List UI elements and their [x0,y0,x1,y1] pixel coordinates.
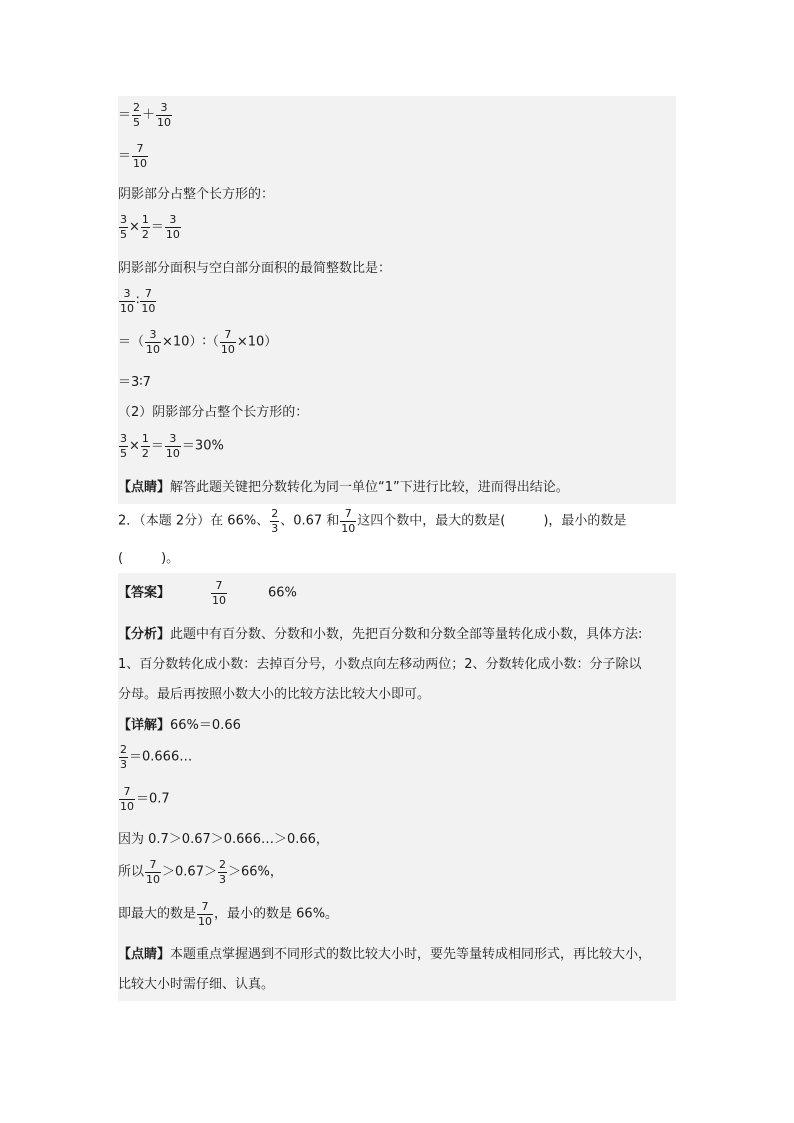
analysis-line1: 【分析】此题中有百分数、分数和小数，先把百分数和分数全部等量转化成小数，具体方法: [118,627,643,642]
detail-step3: $\frac{7}{10}$ ＝0.7 [120,785,170,813]
step-eq2: ＝ $\frac{7}{10}$ [118,142,148,170]
shade-calc: $\frac{3}{5}$ × $\frac{1}{2}$ ＝ $\frac{3}{10}$ [120,213,180,241]
ratio-text: 阴影部分面积与空白部分面积的最简整数比是： [118,261,392,276]
question-2-line2: ( )。 [118,551,180,566]
ratio-calc1: $\frac{3}{10}$ ∶ $\frac{7}{10}$ [120,287,156,315]
answer-fraction: $\frac{7}{10}$ [212,579,227,607]
detail-step4: 因为 0.7＞0.67＞0.666…＞0.66， [118,832,329,847]
step-eq1: ＝ $\frac{2}{5}$ ＋ $\frac{3}{10}$ [118,101,172,129]
part2-text: （2）阴影部分占整个长方形的： [118,405,309,420]
shade-text: 阴影部分占整个长方形的： [118,187,275,202]
analysis-line2: 1、百分数转化成小数：去掉百分号，小数点向左移动两位；2、分数转化成小数：分子除以 [118,657,642,672]
detail-first: 【详解】66%＝0.66 [118,718,241,733]
detail-step2: $\frac{2}{3}$ ＝0.666… [120,743,193,771]
ratio-result: ＝3∶7 [118,375,151,390]
detail-step6: 即最大的数是 $\frac{7}{10}$ ，最小的数是 66%。 [118,900,339,928]
question-2: 2．（本题 2分）在 66%、 $\frac{2}{3}$ 、0.67 和 $\frac{7}{10}$ 这四个数中，最大的数是( )，最小的数是 [118,507,627,535]
detail-step5: 所以 $\frac{7}{10}$ ＞0.67＞ $\frac{2}{3}$ ＞66%， [118,858,283,886]
answer-value-2: 66% [268,585,297,601]
ratio-calc2: ＝（ $\frac{3}{10}$ ×10）∶（ $\frac{7}{10}$ ×10） [118,328,278,356]
part2-calc: $\frac{3}{5}$ × $\frac{1}{2}$ ＝ $\frac{3}{10}$ ＝30% [120,432,224,460]
answer-line: 【答案】 $\frac{7}{10}$ 66% [118,579,297,607]
dianjing-2-line1: 【点睛】本题重点掌握遇到不同形式的数比较大小时，要先等量转成相同形式，再比较大小， [118,947,652,962]
dianjing-2-line2: 比较大小时需仔细、认真。 [118,977,275,992]
dianjing-1: 【点睛】解答此题关键把分数转化为同一单位“1”下进行比较，进而得出结论。 [118,480,569,495]
analysis-line3: 分母。最后再按照小数大小的比较方法比较大小即可。 [118,687,431,702]
